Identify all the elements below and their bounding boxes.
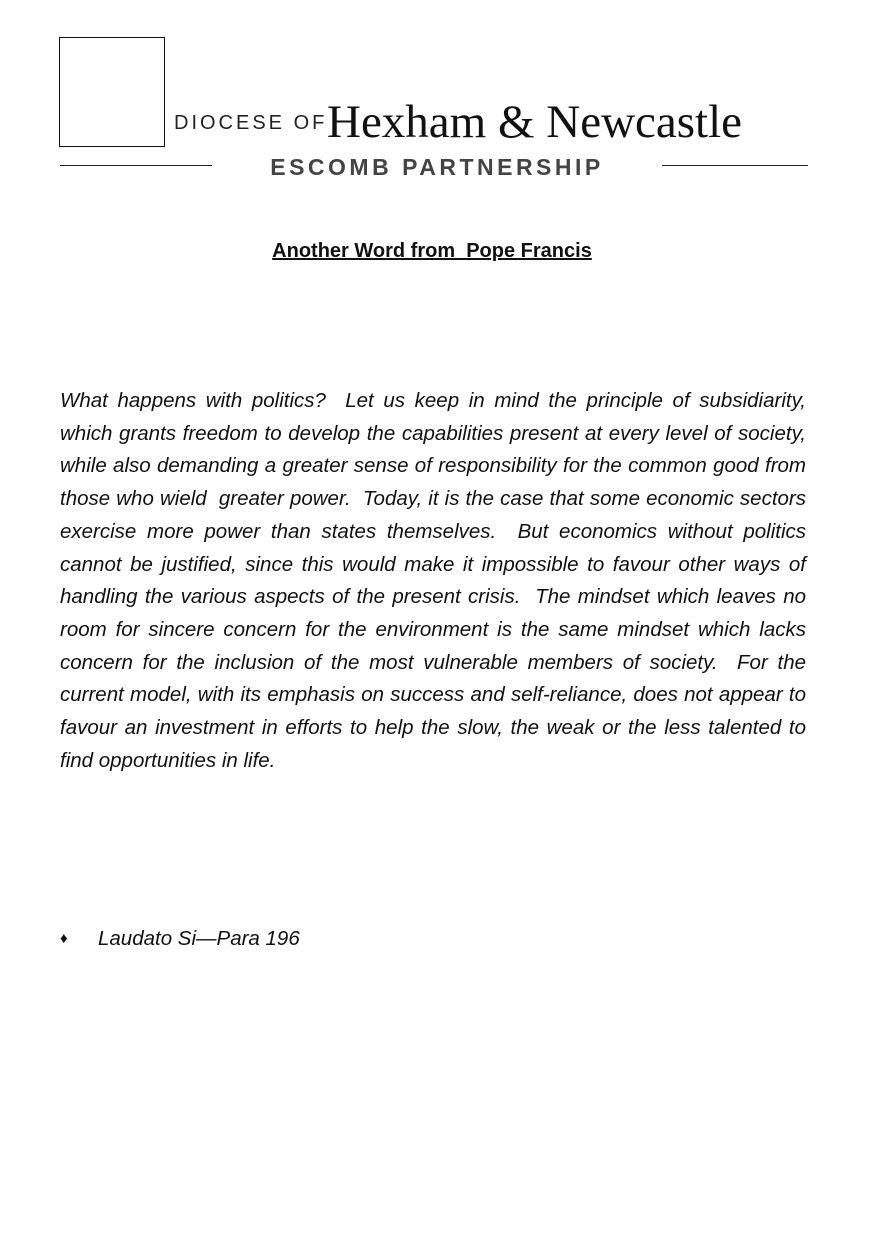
diocese-prefix: DIOCESE OF <box>174 112 328 134</box>
diocese-name: Hexham & Newcastle <box>327 96 743 148</box>
header-rule-left <box>60 165 212 166</box>
diocese-logo-box <box>59 37 165 147</box>
quote-paragraph: What happens with politics? Let us keep in mind the principle of subsidiarity, which grants freedom to develop the capabilities present at every level of society, while also demanding a greater sense of responsibility for the common good from those who wield greater power. Today, it is the case that some economic sectors exercise more power than states themselves. But economics without politics cannot be justified, since this would make it impossible to favour other ways of handling the various aspects of the present crisis. The mindset which leaves no room for sincere concern for the environment is the same mindset which lacks concern for the inclusion of the most vulnerable members of society. For the current model, with its emphasis on success and self-reliance, does not appear to favour an investment in efforts to help the slow, the weak or the less talented to find opportunities in life. <box>60 389 812 772</box>
partnership-title: ESCOMB PARTNERSHIP <box>270 154 604 180</box>
header-rule-right <box>662 165 808 166</box>
source-citation <box>60 927 300 951</box>
diamond-bullet-icon: ♦ <box>60 930 68 947</box>
source-text: Laudato Si—Para 196 <box>98 927 300 950</box>
page-title: Another Word from Pope Francis <box>272 240 592 262</box>
